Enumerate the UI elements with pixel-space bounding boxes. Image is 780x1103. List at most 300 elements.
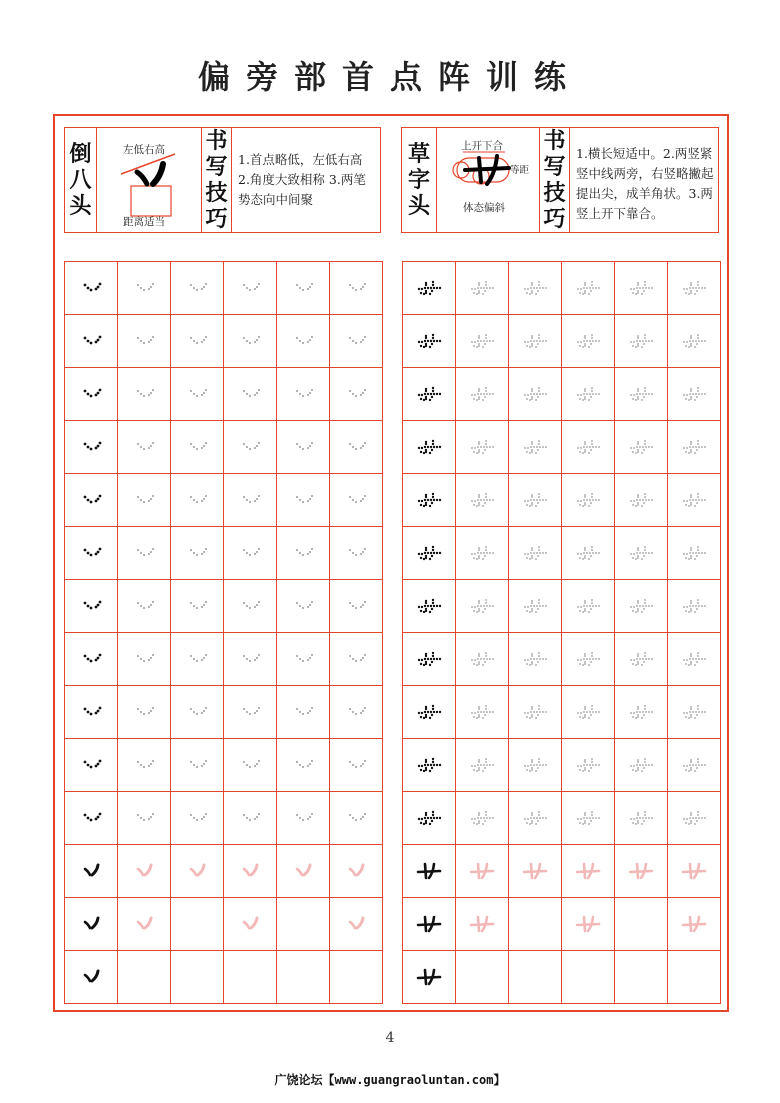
right-radical-glyph bbox=[467, 542, 497, 564]
right-grid-cell bbox=[403, 792, 456, 845]
left-radical-glyph bbox=[76, 649, 106, 669]
left-grid-cell bbox=[171, 739, 224, 792]
right-radical-glyph bbox=[574, 860, 602, 882]
left-grid-cell bbox=[277, 792, 330, 845]
left-radical-glyph bbox=[78, 914, 104, 934]
right-grid-cell bbox=[456, 527, 509, 580]
left-radical-glyph bbox=[182, 278, 212, 298]
left-radical-glyph bbox=[182, 702, 212, 722]
right-radical-glyph bbox=[467, 277, 497, 299]
right-grid-cell bbox=[456, 315, 509, 368]
left-grid-row bbox=[65, 368, 383, 421]
left-grid-cell bbox=[330, 792, 383, 845]
right-radical-glyph bbox=[520, 489, 550, 511]
left-grid-cell bbox=[171, 633, 224, 686]
left-grid-cell bbox=[330, 262, 383, 315]
right-radical-glyph bbox=[626, 701, 656, 723]
left-radical-glyph bbox=[129, 278, 159, 298]
left-radical-glyph bbox=[182, 808, 212, 828]
left-grid-cell bbox=[277, 580, 330, 633]
left-radical-glyph bbox=[184, 861, 210, 881]
right-radical-glyph bbox=[679, 330, 709, 352]
left-radical-glyph bbox=[76, 437, 106, 457]
right-grid-cell bbox=[403, 262, 456, 315]
left-grid-cell bbox=[277, 315, 330, 368]
left-grid-cell bbox=[224, 686, 277, 739]
left-radical-glyph bbox=[341, 490, 371, 510]
left-radical-glyph bbox=[78, 861, 104, 881]
left-grid-cell bbox=[118, 474, 171, 527]
right-grid-cell bbox=[509, 739, 562, 792]
right-grid-cell bbox=[615, 633, 668, 686]
right-grid-cell bbox=[668, 739, 721, 792]
right-radical-glyph bbox=[520, 701, 550, 723]
right-grid-row bbox=[403, 845, 721, 898]
left-grid-cell bbox=[330, 951, 383, 1004]
right-radical-glyph bbox=[414, 701, 444, 723]
right-grid-row bbox=[403, 527, 721, 580]
left-grid-cell bbox=[171, 845, 224, 898]
right-grid-cell bbox=[615, 792, 668, 845]
left-radical-glyph bbox=[235, 755, 265, 775]
right-radical-glyph bbox=[626, 542, 656, 564]
right-radical-glyph bbox=[414, 542, 444, 564]
left-grid-row bbox=[65, 792, 383, 845]
right-grid-cell bbox=[403, 580, 456, 633]
right-radical-glyph bbox=[680, 913, 708, 935]
left-radical-glyph bbox=[341, 755, 371, 775]
right-grid-cell bbox=[615, 686, 668, 739]
left-radical-glyph bbox=[129, 808, 159, 828]
right-radical-glyph bbox=[679, 595, 709, 617]
left-grid-row bbox=[65, 898, 383, 951]
right-radical-glyph bbox=[679, 489, 709, 511]
right-grid-cell bbox=[403, 633, 456, 686]
left-grid-cell bbox=[65, 739, 118, 792]
left-grid-cell bbox=[171, 527, 224, 580]
left-grid-cell bbox=[224, 527, 277, 580]
left-grid-cell bbox=[277, 527, 330, 580]
left-radical-glyph bbox=[235, 437, 265, 457]
right-radical-glyph bbox=[467, 383, 497, 405]
left-grid-cell bbox=[224, 633, 277, 686]
left-grid-cell bbox=[330, 633, 383, 686]
right-grid-cell bbox=[562, 898, 615, 951]
right-grid-cell bbox=[668, 951, 721, 1004]
right-diagram bbox=[437, 128, 540, 232]
left-radical-glyph bbox=[288, 808, 318, 828]
right-radical-glyph bbox=[467, 595, 497, 617]
left-radical-glyph bbox=[129, 437, 159, 457]
right-grid-cell bbox=[615, 421, 668, 474]
right-grid-cell bbox=[668, 474, 721, 527]
right-grid-cell bbox=[456, 686, 509, 739]
right-grid-cell bbox=[509, 527, 562, 580]
left-radical-glyph bbox=[76, 490, 106, 510]
right-tips-text: 1.横长短适中。2.两竖紧竖中线两旁，右竖略撇起提出尖，成羊角状。3.两竖上开下靠合。 bbox=[576, 146, 714, 221]
left-radical-glyph bbox=[182, 543, 212, 563]
right-grid-cell bbox=[509, 474, 562, 527]
left-practice-grid bbox=[64, 261, 383, 1004]
right-radical-glyph bbox=[573, 595, 603, 617]
right-radical-glyph bbox=[626, 648, 656, 670]
right-grid-row bbox=[403, 633, 721, 686]
left-radical-glyph bbox=[131, 861, 157, 881]
left-grid-cell bbox=[330, 580, 383, 633]
left-grid-cell bbox=[330, 527, 383, 580]
right-radical-glyph bbox=[626, 807, 656, 829]
left-grid-row bbox=[65, 633, 383, 686]
page-title: 偏旁部首点阵训练 bbox=[197, 58, 582, 96]
right-radical-glyph bbox=[679, 277, 709, 299]
left-grid-cell bbox=[118, 527, 171, 580]
left-grid-cell bbox=[224, 951, 277, 1004]
left-radical-glyph bbox=[131, 914, 157, 934]
right-radical-glyph bbox=[573, 383, 603, 405]
left-grid-cell bbox=[65, 527, 118, 580]
left-radical-glyph bbox=[78, 967, 104, 987]
right-radical-glyph bbox=[467, 436, 497, 458]
left-radical-glyph bbox=[237, 914, 263, 934]
left-grid-cell bbox=[171, 686, 224, 739]
left-radical-glyph bbox=[343, 861, 369, 881]
left-grid-cell bbox=[171, 368, 224, 421]
page-number: 4 bbox=[385, 1030, 395, 1046]
right-grid-row bbox=[403, 421, 721, 474]
right-radical-glyph bbox=[467, 807, 497, 829]
left-grid-cell bbox=[118, 686, 171, 739]
left-radical-glyph bbox=[76, 278, 106, 298]
right-grid-cell bbox=[668, 845, 721, 898]
right-grid-cell bbox=[403, 474, 456, 527]
right-radical-glyph bbox=[414, 807, 444, 829]
left-grid-table bbox=[64, 261, 383, 1004]
right-radical-glyph bbox=[467, 648, 497, 670]
right-grid-cell bbox=[615, 951, 668, 1004]
right-grid-cell bbox=[403, 527, 456, 580]
right-diagram-figure bbox=[437, 128, 540, 232]
right-radical-glyph bbox=[520, 754, 550, 776]
right-radical-name: 草 字 头 bbox=[402, 128, 437, 232]
left-radical-glyph bbox=[341, 808, 371, 828]
left-grid-row bbox=[65, 474, 383, 527]
left-grid-cell bbox=[65, 368, 118, 421]
left-radical-glyph bbox=[235, 384, 265, 404]
left-grid-cell bbox=[118, 898, 171, 951]
right-grid-cell bbox=[509, 421, 562, 474]
left-grid-cell bbox=[171, 898, 224, 951]
left-radical-glyph bbox=[341, 278, 371, 298]
right-radical-glyph bbox=[415, 913, 443, 935]
right-grid-cell bbox=[615, 315, 668, 368]
left-grid-cell bbox=[224, 315, 277, 368]
right-grid-cell bbox=[562, 262, 615, 315]
left-radical-glyph bbox=[129, 490, 159, 510]
right-grid-cell bbox=[615, 368, 668, 421]
right-grid-cell bbox=[562, 527, 615, 580]
right-radical-glyph bbox=[679, 542, 709, 564]
left-grid-cell bbox=[330, 739, 383, 792]
right-radical-glyph bbox=[414, 595, 444, 617]
right-grid-table bbox=[402, 261, 721, 1004]
left-grid-cell bbox=[171, 315, 224, 368]
right-radical-glyph bbox=[573, 701, 603, 723]
left-grid-row bbox=[65, 951, 383, 1004]
left-grid-cell bbox=[277, 421, 330, 474]
left-radical-glyph bbox=[129, 755, 159, 775]
right-radical-glyph bbox=[520, 277, 550, 299]
left-grid-cell bbox=[224, 898, 277, 951]
right-grid-cell bbox=[403, 845, 456, 898]
left-grid-cell bbox=[65, 951, 118, 1004]
right-grid-cell bbox=[562, 633, 615, 686]
right-radical-glyph bbox=[679, 701, 709, 723]
left-grid-row bbox=[65, 580, 383, 633]
left-grid-cell bbox=[330, 898, 383, 951]
right-radical-glyph bbox=[414, 648, 444, 670]
left-grid-cell bbox=[171, 262, 224, 315]
left-radical-glyph bbox=[76, 702, 106, 722]
left-diagram bbox=[97, 128, 202, 232]
left-grid-cell bbox=[65, 580, 118, 633]
left-radical-glyph bbox=[235, 596, 265, 616]
right-grid-cell bbox=[509, 686, 562, 739]
left-radical-glyph bbox=[182, 649, 212, 669]
right-radical-glyph bbox=[626, 330, 656, 352]
right-grid-cell bbox=[456, 951, 509, 1004]
right-radical-glyph bbox=[468, 913, 496, 935]
left-radical-glyph bbox=[341, 331, 371, 351]
left-tips-text: 1.首点略低，左低右高 2.角度大致相称 3.两笔势态向中间聚 bbox=[238, 152, 366, 207]
right-radical-glyph bbox=[468, 860, 496, 882]
left-radical-glyph bbox=[235, 649, 265, 669]
left-grid-row bbox=[65, 262, 383, 315]
right-grid-cell bbox=[509, 845, 562, 898]
right-radical-glyph bbox=[680, 860, 708, 882]
left-grid-row bbox=[65, 421, 383, 474]
left-radical-glyph bbox=[235, 808, 265, 828]
right-radical-glyph bbox=[573, 754, 603, 776]
right-radical-glyph bbox=[626, 489, 656, 511]
left-grid-cell bbox=[65, 633, 118, 686]
left-grid-cell bbox=[171, 792, 224, 845]
right-grid-cell bbox=[615, 474, 668, 527]
left-radical-glyph bbox=[76, 755, 106, 775]
left-radical-glyph bbox=[288, 437, 318, 457]
left-radical-glyph bbox=[182, 490, 212, 510]
right-grid-cell bbox=[562, 739, 615, 792]
left-radical-glyph bbox=[288, 596, 318, 616]
left-grid-cell bbox=[118, 580, 171, 633]
right-grid-row bbox=[403, 898, 721, 951]
left-grid-cell bbox=[277, 262, 330, 315]
left-grid-cell bbox=[65, 792, 118, 845]
right-tips-heading: 书 写 技 巧 bbox=[540, 128, 570, 232]
right-grid-row bbox=[403, 262, 721, 315]
left-grid-cell bbox=[118, 421, 171, 474]
right-grid-cell bbox=[668, 368, 721, 421]
right-grid-cell bbox=[615, 739, 668, 792]
left-radical-glyph bbox=[341, 437, 371, 457]
right-info-panel bbox=[401, 127, 719, 233]
right-grid-cell bbox=[509, 580, 562, 633]
left-grid-cell bbox=[330, 368, 383, 421]
right-grid-cell bbox=[509, 951, 562, 1004]
right-radical-glyph bbox=[415, 860, 443, 882]
right-radical-glyph bbox=[573, 436, 603, 458]
left-radical-glyph bbox=[288, 649, 318, 669]
right-radical-glyph bbox=[415, 966, 443, 988]
left-grid-cell bbox=[65, 845, 118, 898]
left-grid-row bbox=[65, 739, 383, 792]
right-grid-row bbox=[403, 474, 721, 527]
right-radical-glyph bbox=[414, 383, 444, 405]
left-grid-cell bbox=[118, 368, 171, 421]
right-radical-glyph bbox=[520, 595, 550, 617]
left-grid-cell bbox=[118, 951, 171, 1004]
right-grid-cell bbox=[668, 580, 721, 633]
right-grid-cell bbox=[509, 368, 562, 421]
right-grid-cell bbox=[456, 633, 509, 686]
right-grid-cell bbox=[456, 845, 509, 898]
left-grid-cell bbox=[330, 474, 383, 527]
left-radical-glyph bbox=[288, 331, 318, 351]
right-radical-glyph bbox=[520, 330, 550, 352]
left-radical-glyph bbox=[341, 702, 371, 722]
right-grid-cell bbox=[456, 898, 509, 951]
left-grid-cell bbox=[224, 262, 277, 315]
left-grid-cell bbox=[277, 633, 330, 686]
left-radical-glyph bbox=[288, 755, 318, 775]
left-radical-glyph bbox=[237, 861, 263, 881]
left-radical-glyph bbox=[76, 331, 106, 351]
right-radical-glyph bbox=[573, 489, 603, 511]
left-radical-glyph bbox=[288, 702, 318, 722]
right-radical-glyph bbox=[679, 436, 709, 458]
right-grid-cell bbox=[456, 421, 509, 474]
right-diagram-bottom-label: 体态偏斜 bbox=[463, 202, 505, 214]
right-radical-glyph bbox=[626, 754, 656, 776]
right-grid-cell bbox=[456, 262, 509, 315]
right-radical-glyph bbox=[573, 277, 603, 299]
left-grid-cell bbox=[65, 315, 118, 368]
right-grid-cell bbox=[456, 739, 509, 792]
left-grid-cell bbox=[171, 580, 224, 633]
right-grid-row bbox=[403, 951, 721, 1004]
right-grid-cell bbox=[403, 739, 456, 792]
left-grid-cell bbox=[277, 686, 330, 739]
right-grid-cell bbox=[403, 951, 456, 1004]
right-grid-cell bbox=[668, 262, 721, 315]
left-grid-cell bbox=[65, 898, 118, 951]
right-grid-cell bbox=[509, 262, 562, 315]
left-grid-cell bbox=[224, 739, 277, 792]
right-grid-cell bbox=[562, 686, 615, 739]
left-grid-cell bbox=[65, 686, 118, 739]
left-grid-cell bbox=[118, 792, 171, 845]
left-radical-glyph bbox=[288, 490, 318, 510]
right-grid-cell bbox=[509, 315, 562, 368]
right-grid-cell bbox=[509, 898, 562, 951]
right-grid-cell bbox=[668, 633, 721, 686]
left-grid-cell bbox=[224, 421, 277, 474]
right-grid-row bbox=[403, 368, 721, 421]
right-radical-glyph bbox=[414, 754, 444, 776]
left-grid-cell bbox=[277, 368, 330, 421]
right-grid-cell bbox=[615, 527, 668, 580]
left-radical-glyph bbox=[235, 702, 265, 722]
right-radical-glyph bbox=[520, 436, 550, 458]
left-radical-name: 倒 八 头 bbox=[65, 128, 97, 232]
left-grid-row bbox=[65, 527, 383, 580]
left-radical-glyph bbox=[341, 384, 371, 404]
right-grid-row bbox=[403, 686, 721, 739]
right-radical-glyph bbox=[467, 701, 497, 723]
left-grid-cell bbox=[224, 580, 277, 633]
right-radical-glyph bbox=[627, 860, 655, 882]
right-radical-glyph bbox=[467, 330, 497, 352]
right-grid-cell bbox=[562, 315, 615, 368]
right-grid-cell bbox=[562, 845, 615, 898]
right-radical-glyph bbox=[626, 277, 656, 299]
left-radical-glyph bbox=[129, 649, 159, 669]
right-radical-glyph bbox=[467, 754, 497, 776]
left-radical-glyph bbox=[341, 649, 371, 669]
right-grid-cell bbox=[668, 898, 721, 951]
right-grid-cell bbox=[562, 474, 615, 527]
right-radical-glyph bbox=[626, 595, 656, 617]
right-grid-cell bbox=[668, 421, 721, 474]
right-radical-glyph bbox=[626, 436, 656, 458]
left-radical-glyph bbox=[235, 331, 265, 351]
right-grid-cell bbox=[615, 580, 668, 633]
left-grid-cell bbox=[330, 421, 383, 474]
left-radical-glyph bbox=[288, 543, 318, 563]
left-radical-glyph bbox=[182, 437, 212, 457]
left-grid-cell bbox=[65, 262, 118, 315]
left-radical-glyph bbox=[343, 914, 369, 934]
left-grid-cell bbox=[277, 845, 330, 898]
right-radical-glyph bbox=[520, 542, 550, 564]
right-radical-glyph bbox=[414, 330, 444, 352]
right-radical-glyph bbox=[679, 754, 709, 776]
left-radical-glyph bbox=[290, 861, 316, 881]
left-grid-cell bbox=[224, 368, 277, 421]
left-diagram-bottom-label: 距离适当 bbox=[123, 216, 165, 228]
right-radical-glyph bbox=[520, 648, 550, 670]
left-radical-glyph bbox=[341, 596, 371, 616]
left-radical-glyph bbox=[182, 384, 212, 404]
left-grid-row bbox=[65, 845, 383, 898]
left-grid-cell bbox=[277, 474, 330, 527]
right-radical-glyph bbox=[520, 383, 550, 405]
left-grid-cell bbox=[330, 686, 383, 739]
right-grid-cell bbox=[403, 898, 456, 951]
right-grid-cell bbox=[668, 686, 721, 739]
right-radical-glyph bbox=[414, 277, 444, 299]
left-grid-cell bbox=[277, 898, 330, 951]
right-grid-row bbox=[403, 792, 721, 845]
left-grid-cell bbox=[171, 951, 224, 1004]
left-radical-glyph bbox=[182, 331, 212, 351]
right-radical-glyph bbox=[414, 436, 444, 458]
left-grid-cell bbox=[65, 474, 118, 527]
right-radical-glyph bbox=[574, 913, 602, 935]
left-radical-glyph bbox=[129, 702, 159, 722]
right-grid-cell bbox=[403, 686, 456, 739]
right-radical-glyph bbox=[414, 489, 444, 511]
right-radical-glyph bbox=[520, 807, 550, 829]
